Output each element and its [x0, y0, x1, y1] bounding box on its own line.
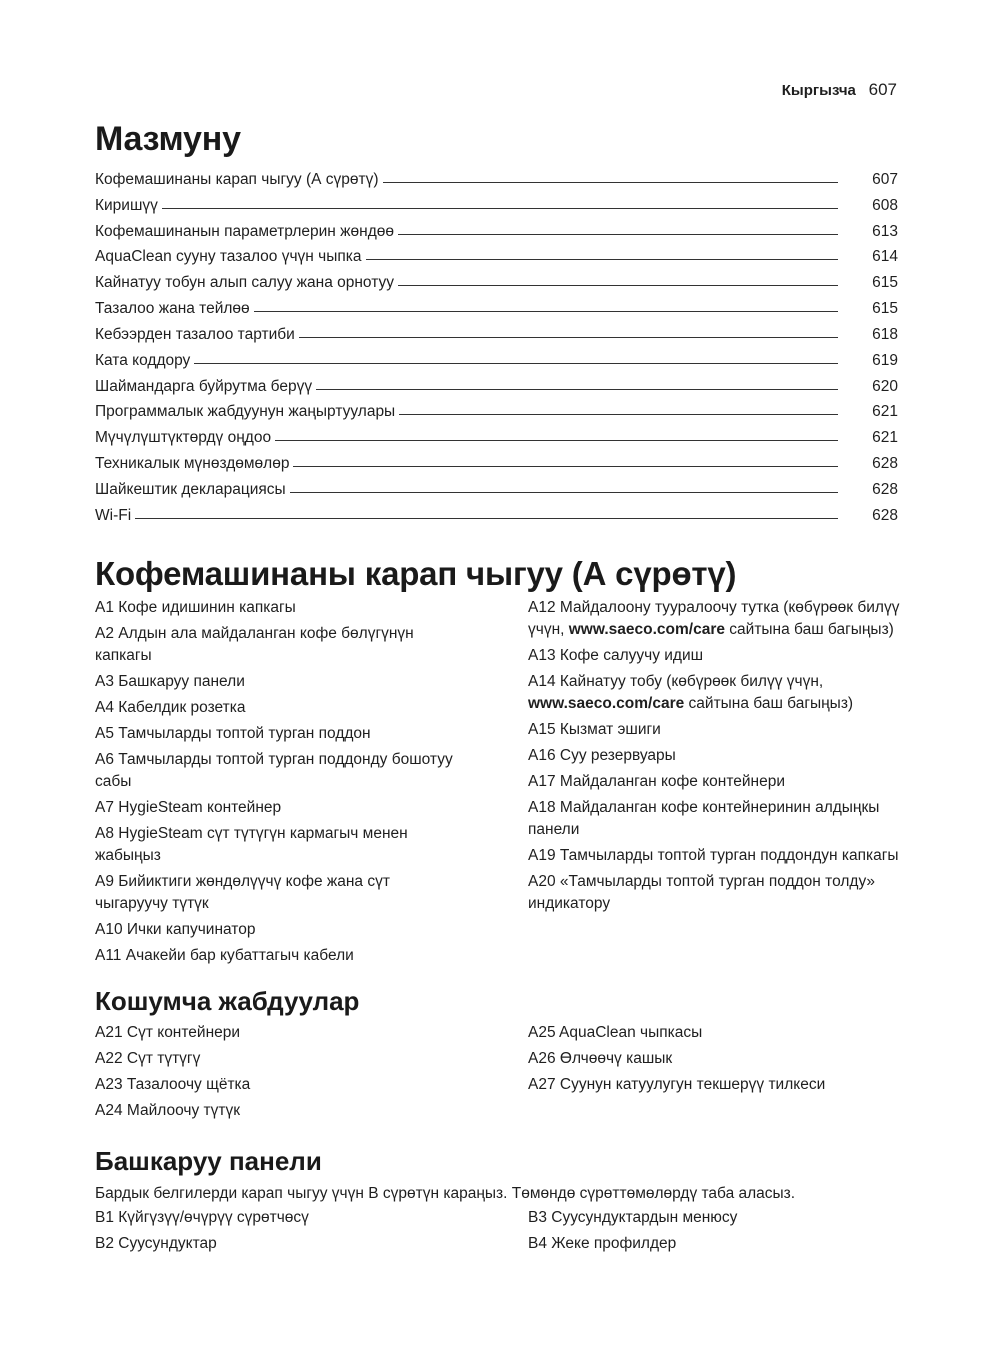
toc-leader-line — [254, 311, 838, 312]
link-text: www.saeco.com/care — [568, 621, 725, 638]
toc-entry[interactable] — [95, 163, 898, 189]
toc-entry-page: 621 — [872, 429, 898, 447]
toc-entry-page: 613 — [872, 222, 898, 240]
toc-entry[interactable] — [95, 499, 898, 525]
control-panel-left-column — [95, 1207, 475, 1259]
table-of-contents — [95, 163, 898, 525]
page-header — [782, 80, 897, 100]
control-panel-item: B2 Суусундуктар — [95, 1235, 217, 1252]
control-panel-intro: Бардык белгилерди карап чыгуу үчүн В сүрөтүн караңыз. Төмөндө сүрөттөмөлөрдү таба аласыз. — [95, 1185, 796, 1202]
toc-entry-page: 620 — [872, 377, 898, 395]
toc-entry[interactable] — [95, 215, 898, 241]
overview-item: A8 HygieSteam сүт түтүгүн кармагыч менен жабыңыз — [95, 825, 408, 864]
accessory-item: A27 Суунун катуулугун текшерүү тилкеси — [528, 1076, 826, 1093]
toc-leader-line — [398, 234, 838, 235]
overview-item: A2 Алдын ала майдаланган кофе бөлүгүнүн капкагы — [95, 625, 414, 664]
accessory-item: A21 Сүт контейнери — [95, 1024, 241, 1041]
overview-item: A10 Ички капучинатор — [95, 921, 256, 938]
toc-entry[interactable] — [95, 447, 898, 473]
accessory-item: A22 Сүт түтүгү — [95, 1050, 201, 1067]
item-text: A12 Майдалоону тууралоочу тутка (көбүрөөк билүү үчүн, — [528, 599, 900, 638]
toc-entry-page: 615 — [872, 300, 898, 318]
overview-item: A6 Тамчыларды топтой турган поддонду бошотуу сабы — [95, 751, 453, 790]
accessory-item: A25 AquaClean чыпкасы — [528, 1024, 703, 1041]
overview-item: A15 Кызмат эшиги — [528, 721, 661, 738]
toc-leader-line — [316, 389, 838, 390]
toc-entry[interactable] — [95, 241, 898, 267]
overview-item: A4 Кабелдик розетка — [95, 699, 246, 716]
item-text: A14 Кайнатуу тобу (көбүрөөк билүү үчүн, — [528, 673, 824, 690]
overview-item: A13 Кофе салуучу идиш — [528, 647, 704, 664]
toc-entry-page: 628 — [872, 480, 898, 498]
overview-item: A7 HygieSteam контейнер — [95, 799, 282, 816]
accessory-item: A24 Майлоочу түтүк — [95, 1102, 240, 1119]
toc-entry[interactable] — [95, 396, 898, 422]
control-panel-item: B1 Күйгүзүү/өчүрүү сүрөтчөсү — [95, 1209, 309, 1226]
item-text: сайтына баш багыңыз) — [724, 621, 894, 638]
overview-item: A11 Ачакейи бар кубаттагыч кабели — [95, 947, 354, 964]
control-panel-item: B4 Жеке профилдер — [528, 1235, 677, 1252]
control-panel-title: Башкаруу панели — [95, 1146, 322, 1176]
accessories-title: Кошумча жабдуулар — [95, 986, 360, 1016]
toc-leader-line — [275, 440, 838, 441]
toc-entry[interactable] — [95, 318, 898, 344]
toc-entry-label: Техникалык мүнөздөмөлөр — [95, 455, 290, 473]
overview-item: A20 «Тамчыларды топтой турган поддон толду» индикатору — [528, 873, 875, 912]
toc-entry[interactable] — [95, 266, 898, 292]
toc-entry-label: Программалык жабдуунун жаңыртуулары — [95, 403, 396, 421]
toc-entry-label: Тазалоо жана тейлөө — [95, 300, 250, 318]
toc-entry-label: Шайкештик декларациясы — [95, 480, 286, 498]
toc-entry-label: Ката коддору — [95, 351, 191, 369]
toc-entry-label: Шаймандарга буйрутма берүү — [95, 377, 313, 395]
overview-item: A3 Башкаруу панели — [95, 673, 245, 690]
toc-entry-label: Кофемашинанын параметрлерин жөндөө — [95, 222, 394, 240]
toc-entry-label: Мүчүлүштүктөрдү оңдоо — [95, 429, 272, 447]
toc-entry[interactable] — [95, 421, 898, 447]
accessories-left-column — [95, 1022, 475, 1126]
toc-entry-page: 619 — [872, 351, 898, 369]
overview-item: A9 Бийиктиги жөндөлүүчү кофе жана сүт чыгаруучу түтүк — [95, 873, 390, 912]
toc-entry-page: 621 — [872, 403, 898, 421]
toc-entry-page: 615 — [872, 274, 898, 292]
overview-item: A18 Майдаланган кофе контейнеринин алдыңкы панели — [528, 799, 880, 838]
overview-left-column — [95, 597, 455, 971]
overview-item: A17 Майдаланган кофе контейнери — [528, 773, 785, 790]
link-text: www.saeco.com/care — [528, 695, 685, 712]
toc-entry-page: 608 — [872, 196, 898, 214]
toc-entry-label: Кофемашинаны карап чыгуу (А сүрөтү) — [95, 170, 379, 188]
overview-item — [528, 671, 903, 715]
overview-title: Кофемашинаны карап чыгуу (А сүрөтү) — [95, 555, 737, 592]
toc-entry-page: 614 — [872, 248, 898, 266]
item-text: сайтына баш багыңыз) — [684, 695, 854, 712]
toc-leader-line — [383, 182, 839, 183]
toc-leader-line — [162, 208, 838, 209]
control-panel-item: B3 Суусундуктардын менюсу — [528, 1209, 738, 1226]
toc-entry-page: 628 — [872, 506, 898, 524]
toc-leader-line — [135, 518, 838, 519]
toc-leader-line — [293, 466, 838, 467]
overview-item: A19 Тамчыларды топтой турган поддондун капкагы — [528, 847, 899, 864]
toc-leader-line — [398, 285, 838, 286]
toc-title: Мазмуну — [95, 120, 241, 158]
accessory-item: A23 Тазалоочу щётка — [95, 1076, 251, 1093]
toc-entry[interactable] — [95, 344, 898, 370]
toc-leader-line — [299, 337, 838, 338]
toc-leader-line — [194, 363, 838, 364]
toc-entry-page: 607 — [872, 170, 898, 188]
overview-item — [528, 597, 903, 641]
toc-entry-label: Wi-Fi — [95, 506, 132, 524]
toc-entry[interactable] — [95, 292, 898, 318]
overview-item: A5 Тамчыларды топтой турган поддон — [95, 725, 371, 742]
toc-entry[interactable] — [95, 189, 898, 215]
toc-entry[interactable] — [95, 473, 898, 499]
toc-entry-page: 618 — [872, 325, 898, 343]
toc-entry-label: Киришүү — [95, 196, 158, 214]
toc-entry-label: AquaClean сууну тазалоо үчүн чыпка — [95, 248, 362, 266]
toc-entry-label: Кебээрден тазалоо тартиби — [95, 325, 295, 343]
toc-leader-line — [399, 414, 838, 415]
toc-entry-page: 628 — [872, 455, 898, 473]
overview-item: A16 Суу резервуары — [528, 747, 676, 764]
toc-entry-label: Кайнатуу тобун алып салуу жана орнотуу — [95, 274, 394, 292]
toc-leader-line — [290, 492, 838, 493]
overview-right-column — [528, 597, 903, 919]
language-label: Кыргызча — [781, 82, 856, 99]
accessories-right-column — [528, 1022, 903, 1100]
accessory-item: A26 Өлчөөчү кашык — [528, 1050, 673, 1067]
page-number: 607 — [868, 80, 897, 99]
control-panel-right-column — [528, 1207, 903, 1259]
toc-entry[interactable] — [95, 370, 898, 396]
toc-leader-line — [366, 259, 838, 260]
overview-item: A1 Кофе идишинин капкагы — [95, 599, 296, 616]
